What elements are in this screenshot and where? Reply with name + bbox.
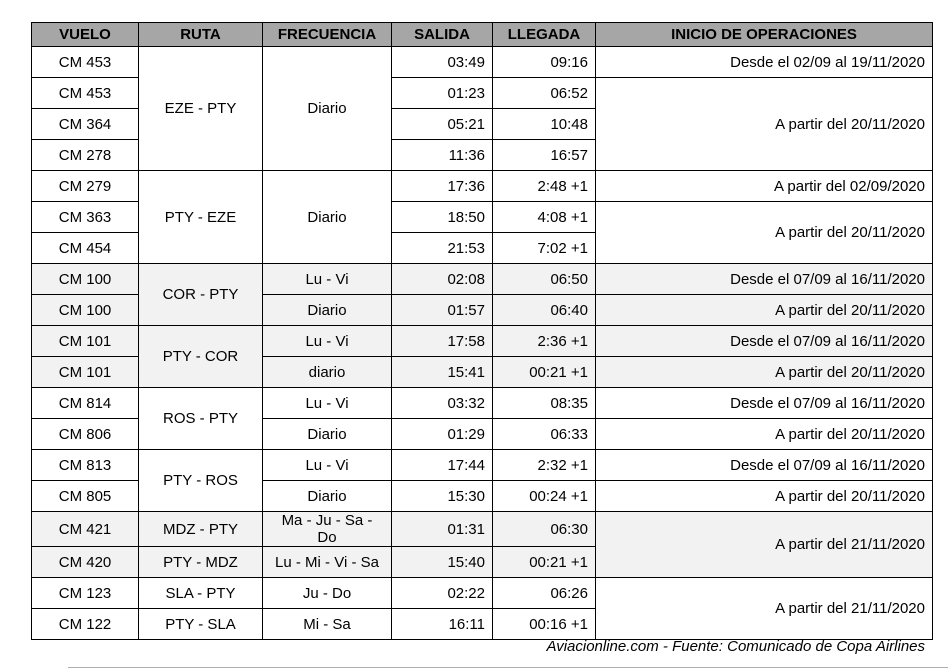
departure-cell: 01:29 [392, 419, 493, 450]
route-cell: COR - PTY [139, 264, 263, 326]
arrival-cell: 06:50 [493, 264, 596, 295]
departure-cell: 17:58 [392, 326, 493, 357]
arrival-cell: 00:16 +1 [493, 609, 596, 640]
departure-cell: 03:32 [392, 388, 493, 419]
start-date-cell: A partir del 20/11/2020 [596, 202, 933, 264]
departure-cell: 11:36 [392, 140, 493, 171]
departure-cell: 21:53 [392, 233, 493, 264]
flight-cell: CM 805 [32, 481, 139, 512]
table-row [32, 47, 933, 78]
departure-cell: 01:23 [392, 78, 493, 109]
route-cell: PTY - COR [139, 326, 263, 388]
table-row [32, 388, 933, 419]
arrival-cell: 08:35 [493, 388, 596, 419]
start-date-cell: Desde el 07/09 al 16/11/2020 [596, 326, 933, 357]
frequency-cell: Diario [263, 295, 392, 326]
flight-cell: CM 814 [32, 388, 139, 419]
flight-cell: CM 421 [32, 512, 139, 547]
start-date-cell: Desde el 02/09 al 19/11/2020 [596, 47, 933, 78]
departure-cell: 17:36 [392, 171, 493, 202]
departure-cell: 02:22 [392, 578, 493, 609]
departure-cell: 05:21 [392, 109, 493, 140]
departure-cell: 17:44 [392, 450, 493, 481]
table-row [32, 264, 933, 295]
route-cell: EZE - PTY [139, 47, 263, 171]
arrival-cell: 7:02 +1 [493, 233, 596, 264]
frequency-cell: Diario [263, 419, 392, 450]
route-cell: PTY - EZE [139, 171, 263, 264]
start-date-cell: A partir del 20/11/2020 [596, 481, 933, 512]
route-cell: SLA - PTY [139, 578, 263, 609]
arrival-cell: 06:30 [493, 512, 596, 547]
departure-cell: 15:41 [392, 357, 493, 388]
arrival-cell: 00:21 +1 [493, 547, 596, 578]
header-llegada: LLEGADA [493, 23, 596, 47]
route-cell: MDZ - PTY [139, 512, 263, 547]
route-cell: ROS - PTY [139, 388, 263, 450]
flight-cell: CM 278 [32, 140, 139, 171]
frequency-cell: diario [263, 357, 392, 388]
table-row [32, 171, 933, 202]
table-row [32, 578, 933, 609]
arrival-cell: 4:08 +1 [493, 202, 596, 233]
header-inicio: INICIO DE OPERACIONES [596, 23, 933, 47]
divider [68, 667, 948, 668]
arrival-cell: 06:26 [493, 578, 596, 609]
flight-cell: CM 101 [32, 326, 139, 357]
flight-cell: CM 806 [32, 419, 139, 450]
table-row [32, 512, 933, 547]
flight-cell: CM 364 [32, 109, 139, 140]
flight-cell: CM 100 [32, 295, 139, 326]
header-salida: SALIDA [392, 23, 493, 47]
flight-cell: CM 100 [32, 264, 139, 295]
arrival-cell: 06:52 [493, 78, 596, 109]
table-row [32, 450, 933, 481]
frequency-cell: Lu - Mi - Vi - Sa [263, 547, 392, 578]
arrival-cell: 00:24 +1 [493, 481, 596, 512]
start-date-cell: Desde el 07/09 al 16/11/2020 [596, 264, 933, 295]
arrival-cell: 00:21 +1 [493, 357, 596, 388]
departure-cell: 02:08 [392, 264, 493, 295]
start-date-cell: A partir del 02/09/2020 [596, 171, 933, 202]
arrival-cell: 10:48 [493, 109, 596, 140]
start-date-cell: A partir del 20/11/2020 [596, 357, 933, 388]
start-date-cell: A partir del 20/11/2020 [596, 419, 933, 450]
arrival-cell: 2:48 +1 [493, 171, 596, 202]
header-frecuencia: FRECUENCIA [263, 23, 392, 47]
start-date-cell: Desde el 07/09 al 16/11/2020 [596, 388, 933, 419]
flight-cell: CM 453 [32, 78, 139, 109]
route-cell: PTY - MDZ [139, 547, 263, 578]
source-credit: Aviacionline.com - Fuente: Comunicado de Copa Airlines [546, 638, 925, 655]
frequency-cell: Diario [263, 47, 392, 171]
arrival-cell: 09:16 [493, 47, 596, 78]
flight-cell: CM 123 [32, 578, 139, 609]
departure-cell: 15:30 [392, 481, 493, 512]
departure-cell: 03:49 [392, 47, 493, 78]
frequency-cell: Lu - Vi [263, 450, 392, 481]
arrival-cell: 2:32 +1 [493, 450, 596, 481]
flight-cell: CM 279 [32, 171, 139, 202]
frequency-cell: Diario [263, 481, 392, 512]
departure-cell: 18:50 [392, 202, 493, 233]
flight-cell: CM 363 [32, 202, 139, 233]
header-ruta: RUTA [139, 23, 263, 47]
frequency-cell: Lu - Vi [263, 264, 392, 295]
header-row [32, 23, 933, 47]
departure-cell: 01:57 [392, 295, 493, 326]
flight-cell: CM 122 [32, 609, 139, 640]
flight-cell: CM 453 [32, 47, 139, 78]
table-row [32, 326, 933, 357]
flight-cell: CM 420 [32, 547, 139, 578]
flight-cell: CM 454 [32, 233, 139, 264]
arrival-cell: 06:33 [493, 419, 596, 450]
departure-cell: 16:11 [392, 609, 493, 640]
frequency-cell: Mi - Sa [263, 609, 392, 640]
arrival-cell: 16:57 [493, 140, 596, 171]
departure-cell: 01:31 [392, 512, 493, 547]
frequency-cell: Ju - Do [263, 578, 392, 609]
frequency-cell: Lu - Vi [263, 326, 392, 357]
flight-cell: CM 813 [32, 450, 139, 481]
route-cell: PTY - ROS [139, 450, 263, 512]
start-date-cell: A partir del 21/11/2020 [596, 512, 933, 578]
start-date-cell: A partir del 21/11/2020 [596, 578, 933, 640]
header-vuelo: VUELO [32, 23, 139, 47]
departure-cell: 15:40 [392, 547, 493, 578]
arrival-cell: 2:36 +1 [493, 326, 596, 357]
route-cell: PTY - SLA [139, 609, 263, 640]
frequency-cell: Diario [263, 171, 392, 264]
flight-schedule-table [31, 22, 933, 640]
frequency-cell: Ma - Ju - Sa - Do [263, 512, 392, 547]
flight-cell: CM 101 [32, 357, 139, 388]
frequency-cell: Lu - Vi [263, 388, 392, 419]
start-date-cell: A partir del 20/11/2020 [596, 295, 933, 326]
start-date-cell: A partir del 20/11/2020 [596, 78, 933, 171]
start-date-cell: Desde el 07/09 al 16/11/2020 [596, 450, 933, 481]
arrival-cell: 06:40 [493, 295, 596, 326]
